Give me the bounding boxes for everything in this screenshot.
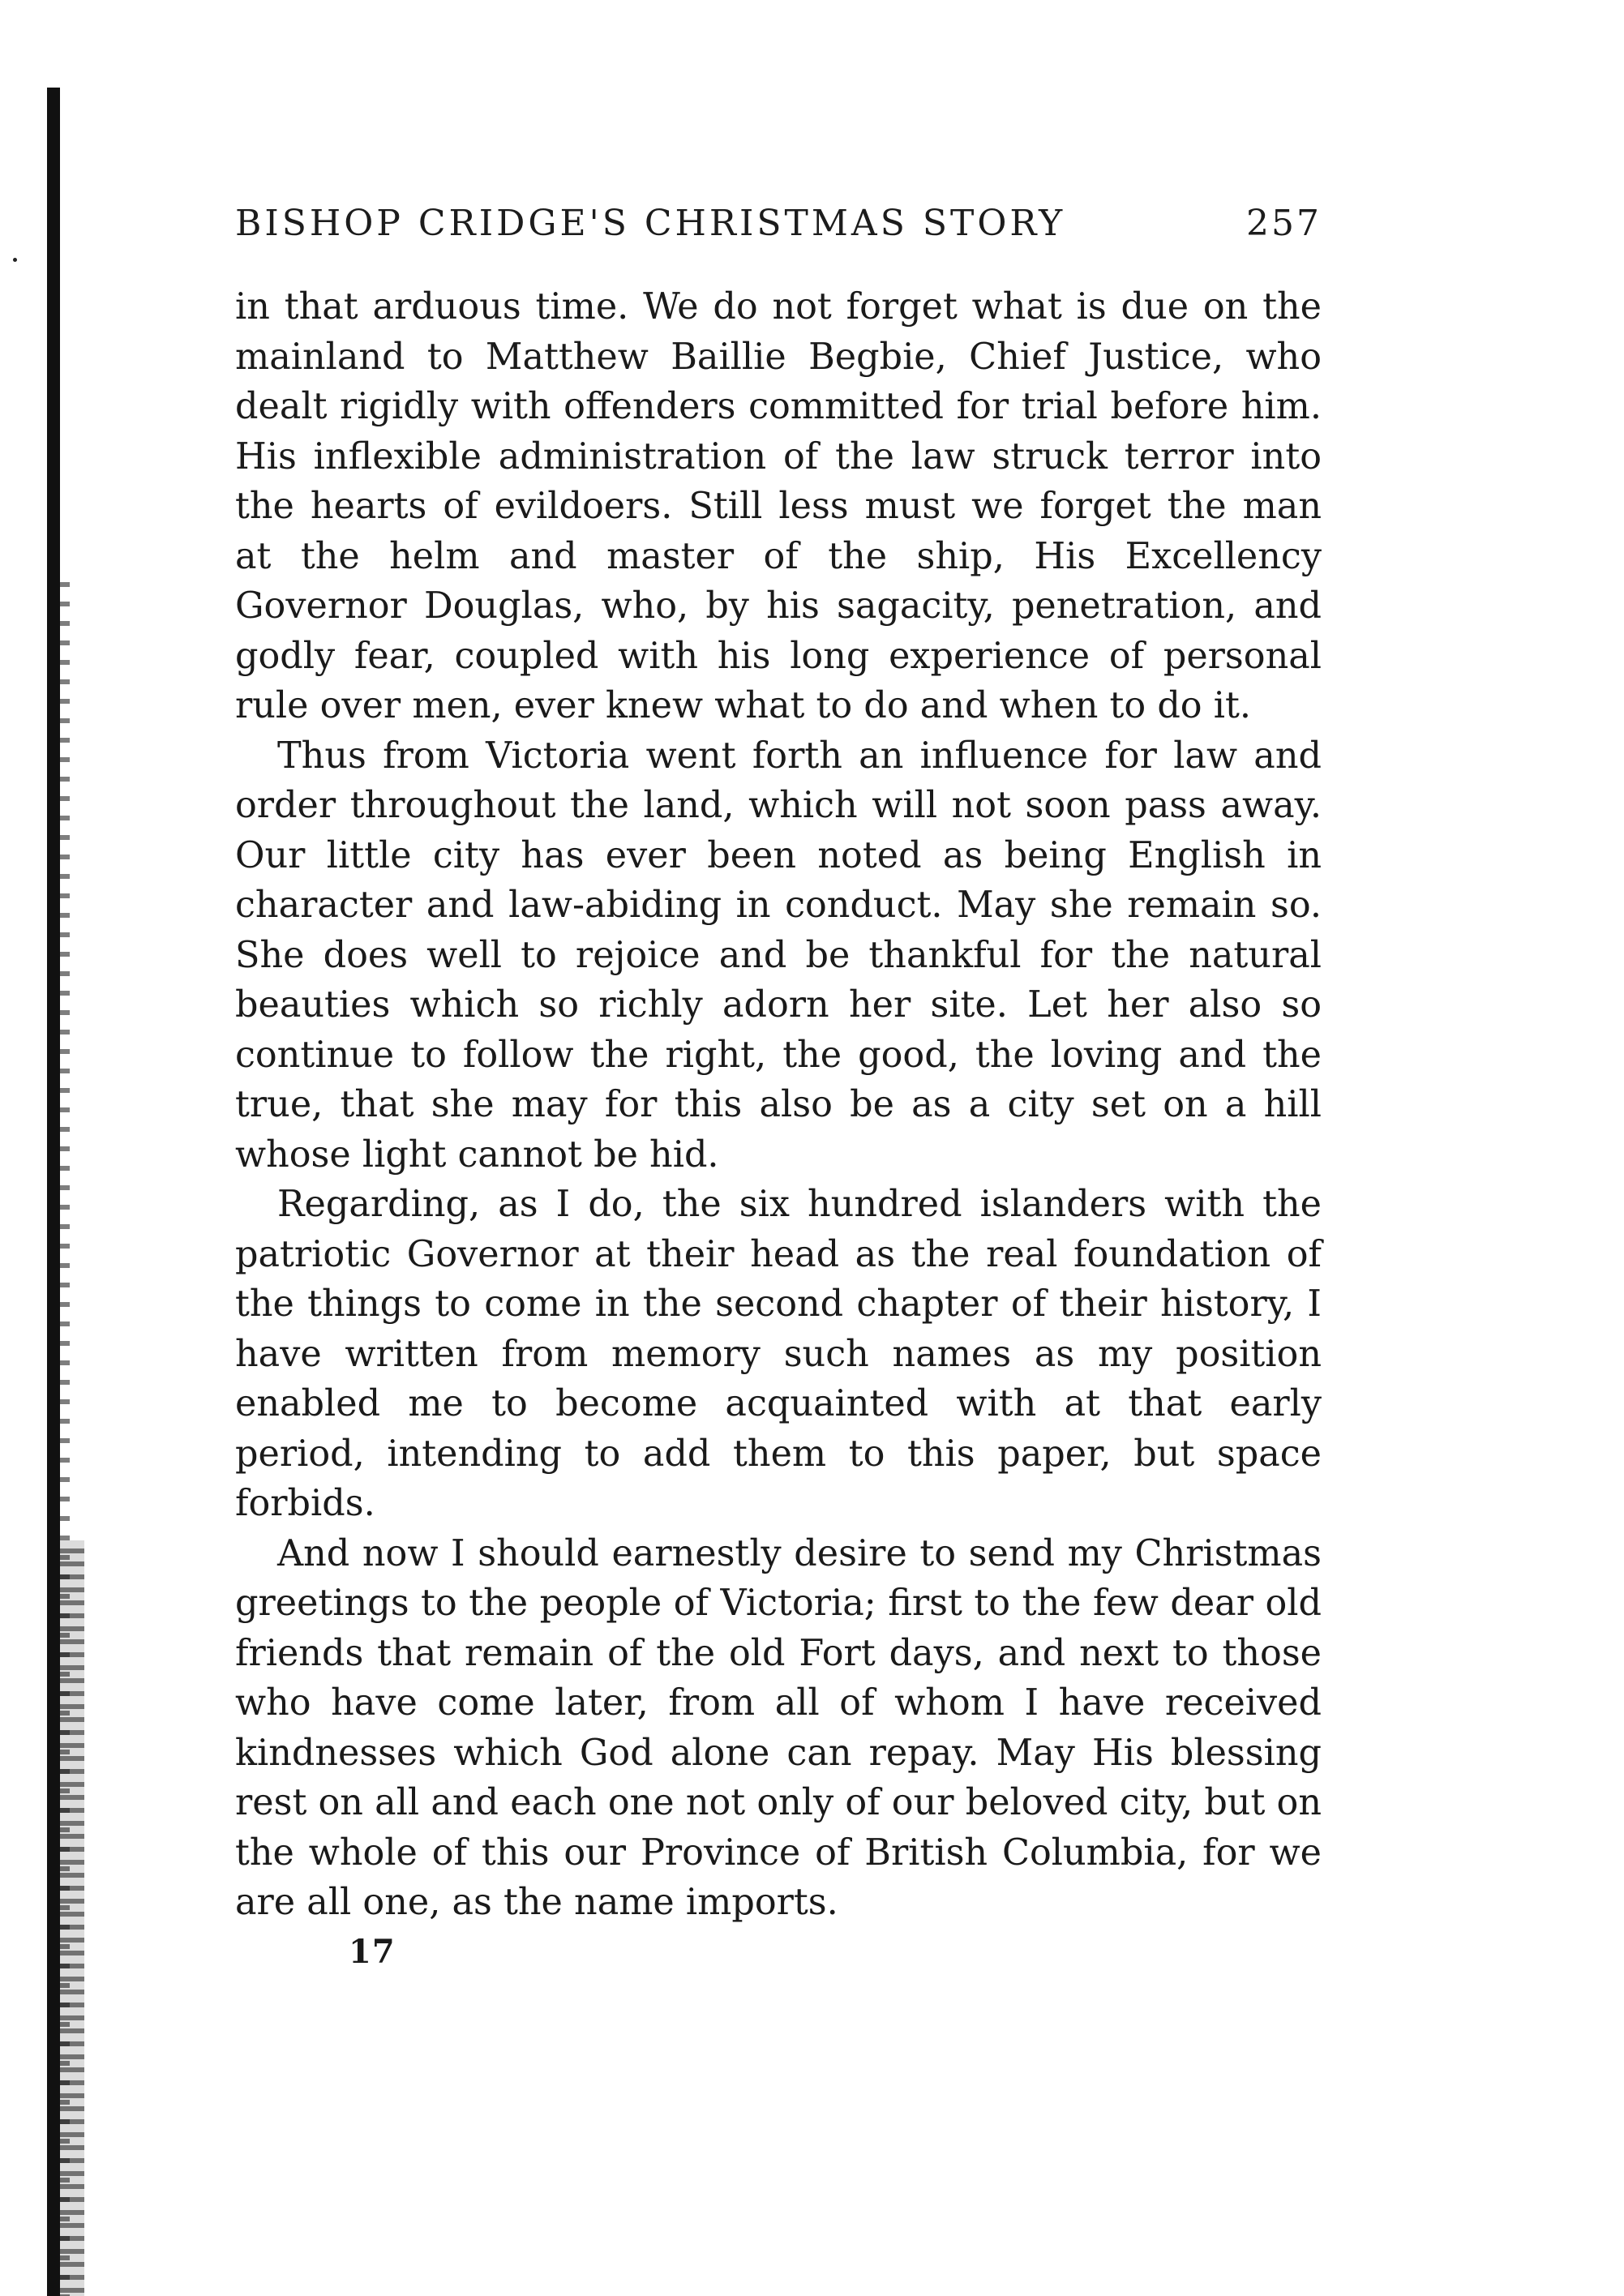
book-page xyxy=(235,203,1322,1971)
paragraph: And now I should earnestly desire to send my Christmas greetings to the people of Victoria; first to the few dear old friends that remain of the old Fort days, and next to those who have come later, from all of whom I have received kindnesses which God alone can repay. May His blessing rest on all and each one not only of our beloved city, but on the whole of this our Province of British Columbia, for we are all one, as the name imports. xyxy=(235,1532,1322,1923)
paragraph: Regarding, as I do, the six hundred islanders with the patriotic Governor at their head as the real foundation of the things to come in the second chapter of their history, I have written from memory such names as my position enabled me to become acquainted with at that early period, intending to add them to this paper, but space forbids. xyxy=(235,1184,1322,1524)
page-number: 257 xyxy=(1246,203,1322,244)
stray-ink-mark xyxy=(13,258,17,262)
paragraph: Thus from Victoria went forth an influence for law and order throughout the land, which will not soon pass away. Our little city has ever been noted as being English in character and law-abiding in conduct. May she remain so. She does well to rejoice and be thankful for the natural beauties which so richly adorn her site. Let her also so continue to follow the right, the good, the loving and the true, that she may for this also be as a city set on a hill whose light cannot be hid. xyxy=(235,735,1322,1176)
binding-shadow xyxy=(47,88,60,2296)
paragraph-continued: in that arduous time. We do not forget what is due on the mainland to Matthew Baillie Begbie, Chief Justice, who dealt rigidly with offenders committed for trial before him. His inflexible administration of the law struck terror into the hearts of evildoers. Still less must we forget the man at the helm and master of the ship, His Excellency Governor Douglas, who, by his sagacity, penetration, and godly fear, coupled with his long experience of personal rule over men, ever knew what to do and when to do it. xyxy=(235,286,1322,726)
body-text xyxy=(235,282,1322,1928)
page-edge-texture-lower xyxy=(60,1540,84,2296)
running-head xyxy=(235,203,1322,259)
running-head-title: BISHOP CRIDGE'S CHRISTMAS STORY xyxy=(235,203,1066,244)
signature-mark: 17 xyxy=(349,1932,396,1971)
